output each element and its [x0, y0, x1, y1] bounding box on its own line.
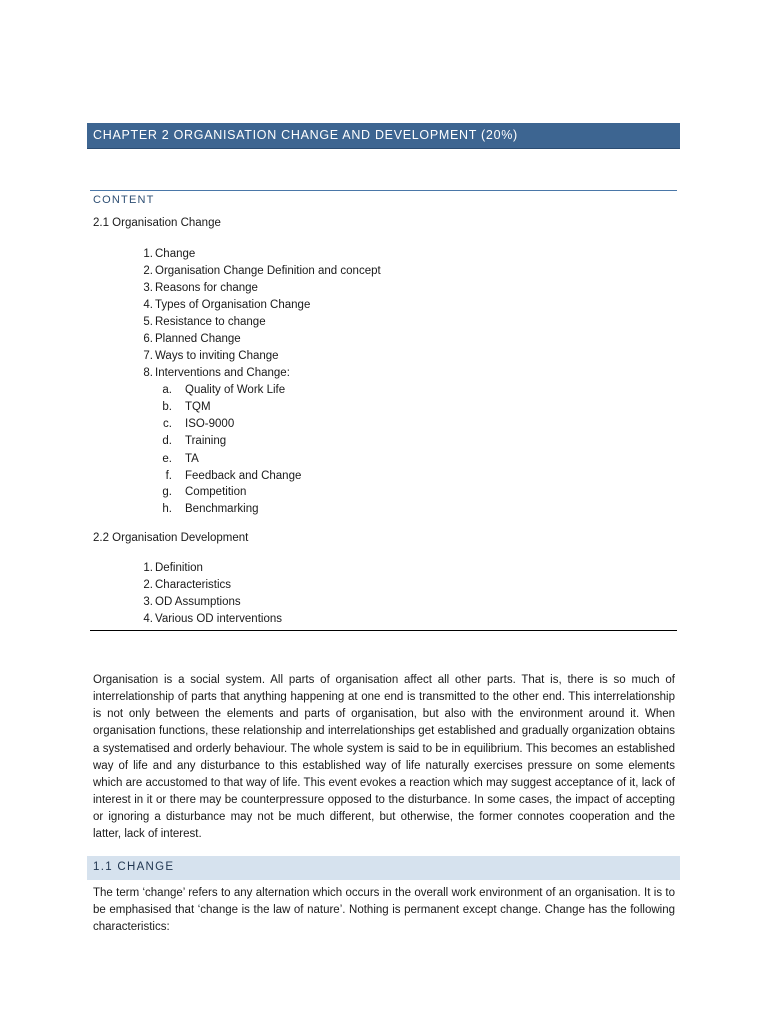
list-item-number: 3. [143, 596, 153, 608]
list-item-text: Definition [155, 562, 203, 574]
list-item-number: 1. [143, 562, 153, 574]
change-section-heading: 1.1 CHANGE [93, 861, 175, 873]
sublist-item-text: Feedback and Change [185, 470, 302, 482]
sublist-item-letter: d. [162, 435, 172, 447]
list-item-number: 6. [143, 333, 153, 345]
sublist-item-text: Benchmarking [185, 503, 259, 515]
sublist-item-letter: a. [162, 384, 172, 396]
sublist-item-letter: g. [162, 486, 172, 498]
list-item-text: Various OD interventions [155, 613, 282, 625]
intro-paragraph: Organisation is a social system. All parts of organisation affect all other parts. That is, there is so much of interrelationship of parts that anything happening at one end is transmitted to the other end. This interrelationship is not only between the elements and parts of organisation, but also with the environment around it. When organisation functions, these relationship and interrelationships get established and gradually organization obtains a systematised and orderly behaviour. The whole system is said to be in equilibrium. This becomes an established way of life and any disturbance to this established way of life naturally exercises pressure on some elements which are accustomed to that way of life. This event evokes a reaction which may suggest acceptance of it, lack of interest in it or there may be counterpressure opposed to the disturbance. In some cases, the impact of accepting or ignoring a disturbance may not be much different, but otherwise, the former connotes cooperation and the latter, lack of interest. [93, 674, 675, 841]
content-divider [90, 190, 677, 191]
chapter-banner [87, 123, 680, 149]
list-item-text: Interventions and Change: [155, 367, 290, 379]
sublist-item-letter: e. [162, 453, 172, 465]
list-item-number: 3. [143, 282, 153, 294]
content-bottom-divider [90, 630, 677, 631]
list-item-text: OD Assumptions [155, 596, 241, 608]
sublist-item-letter: c. [163, 418, 172, 430]
list-item-text: Resistance to change [155, 316, 266, 328]
list-item-number: 2. [143, 265, 153, 277]
list-item-text: Change [155, 248, 196, 260]
sublist-item-text: Competition [185, 486, 247, 498]
list-item-text: Characteristics [155, 579, 232, 591]
sublist-item-text: TQM [185, 401, 211, 413]
change-section-banner [87, 856, 680, 880]
list-item-number: 8. [143, 367, 153, 379]
list-item-text: Organisation Change Definition and concept [155, 265, 381, 277]
list-item-text: Planned Change [155, 333, 241, 345]
sublist-item-letter: h. [162, 503, 172, 515]
list-item-number: 5. [143, 316, 153, 328]
sublist-item-text: ISO-9000 [185, 418, 235, 430]
list-item-number: 1. [143, 248, 153, 260]
content-heading: CONTENT [93, 194, 155, 206]
section-heading-organisation-change: 2.1 Organisation Change [93, 217, 221, 229]
list-item-text: Ways to inviting Change [155, 350, 279, 362]
list-item-text: Types of Organisation Change [155, 299, 311, 311]
section-heading-organisation-development: 2.2 Organisation Development [93, 532, 249, 544]
sublist-item-letter: b. [162, 401, 172, 413]
sublist-item-text: TA [185, 453, 199, 465]
list-item-number: 2. [143, 579, 153, 591]
list-item-number: 4. [143, 299, 153, 311]
sublist-item-text: Training [185, 435, 227, 447]
sublist-item-text: Quality of Work Life [185, 384, 286, 396]
list-item-text: Reasons for change [155, 282, 258, 294]
list-item-number: 7. [143, 350, 153, 362]
sublist-item-letter: f. [165, 470, 172, 482]
chapter-title: CHAPTER 2 ORGANISATION CHANGE AND DEVELOPMENT (20%) [93, 128, 518, 142]
list-item-number: 4. [143, 613, 153, 625]
change-paragraph: The term ‘change’ refers to any alternation which occurs in the overall work environment of an organisation. It is to be emphasised that ‘change is the law of nature’. Nothing is permanent except change. Change has the following characteristics: [93, 887, 675, 934]
